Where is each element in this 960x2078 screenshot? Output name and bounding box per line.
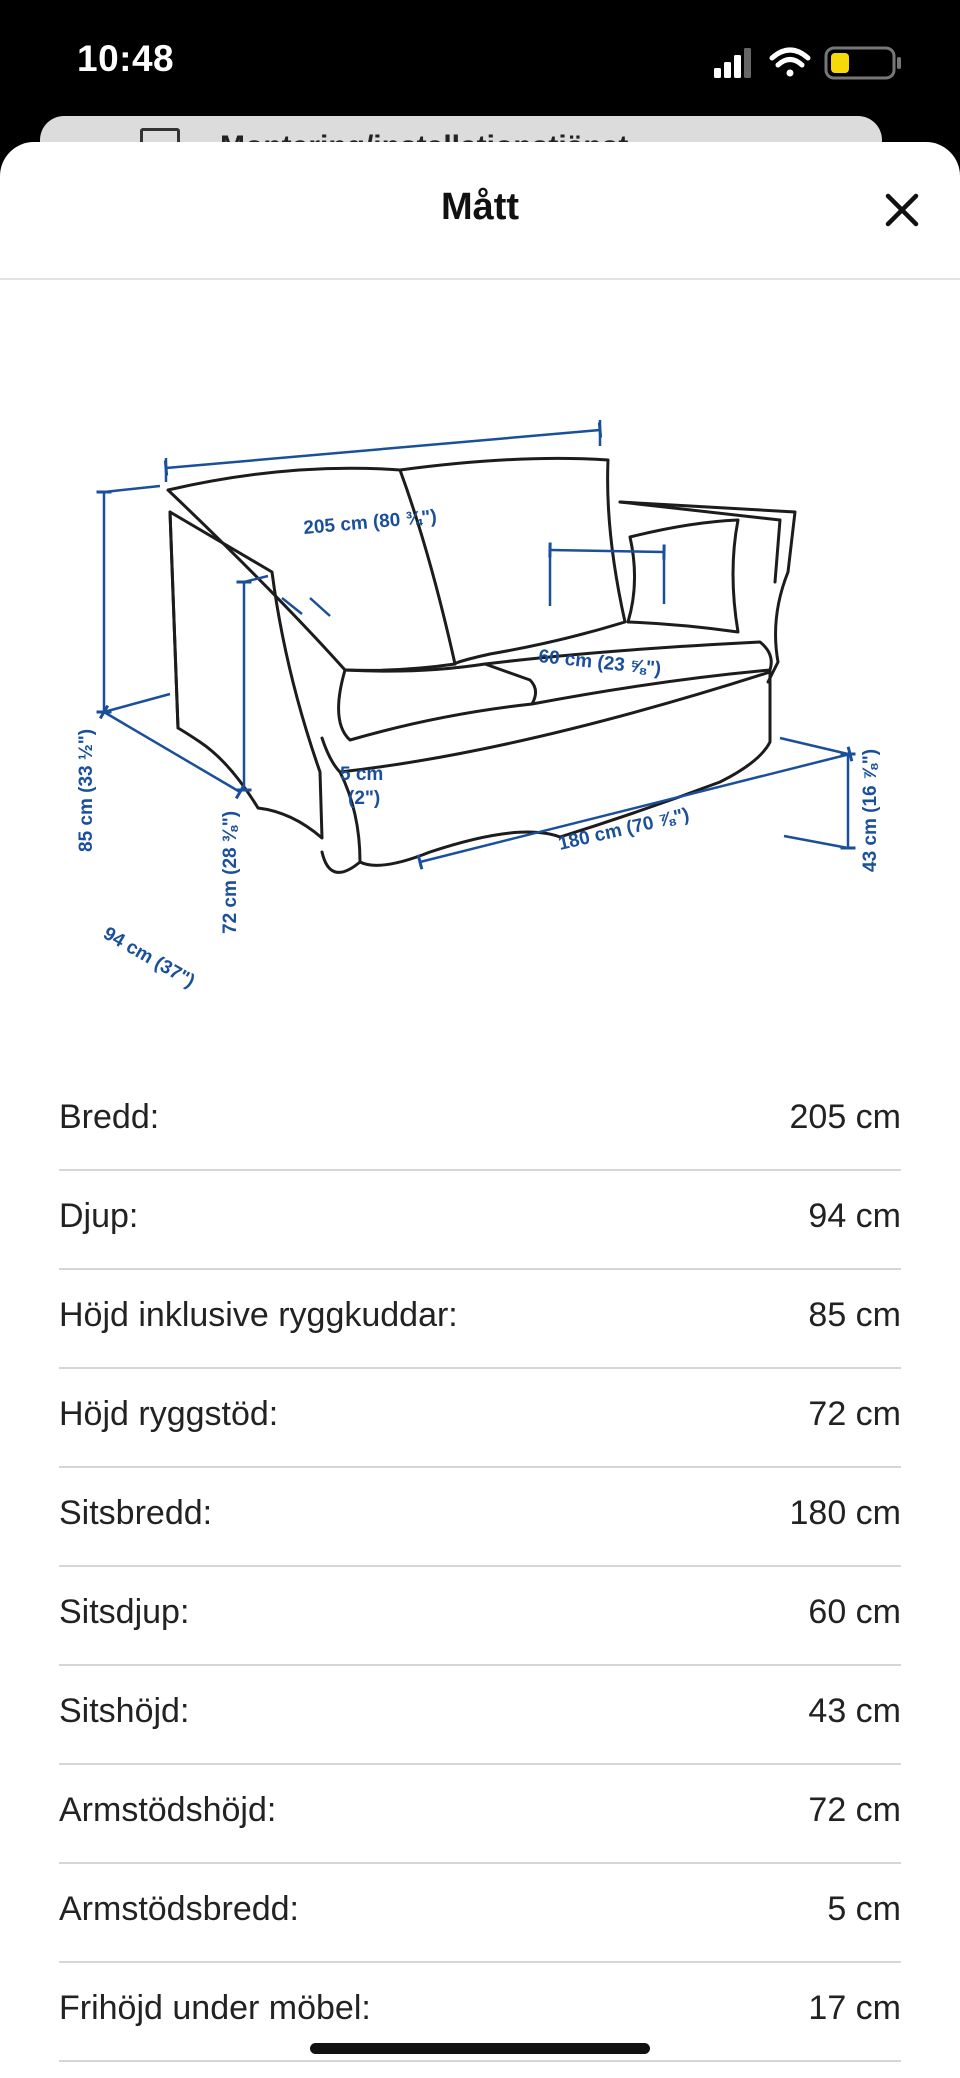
spec-label: Bredd: [59, 1098, 160, 1136]
spec-value: 60 cm [808, 1593, 901, 1631]
label-arm-width-in: (2") [348, 788, 381, 809]
label-arm-width-cm: 5 cm [340, 764, 384, 785]
status-bar [0, 0, 960, 120]
wifi-icon [772, 50, 808, 77]
status-icons [714, 44, 914, 80]
close-button[interactable] [870, 178, 934, 242]
label-seat-height: 43 cm (16 ⅞") [860, 748, 881, 872]
label-height-total: 85 cm (33 ½") [76, 728, 97, 852]
spec-row [59, 1369, 901, 1468]
spec-value: 5 cm [827, 1890, 901, 1928]
label-depth: 94 cm (37") [99, 923, 199, 993]
sofa-dimension-drawing [0, 342, 960, 1042]
spec-row [59, 1072, 901, 1171]
spec-row [59, 1468, 901, 1567]
spec-label: Armstödshöjd: [59, 1791, 277, 1829]
spec-row [59, 1666, 901, 1765]
spec-label: Djup: [59, 1197, 139, 1235]
home-indicator[interactable] [310, 2043, 650, 2054]
spec-label: Höjd ryggstöd: [59, 1395, 279, 1433]
spec-value: 72 cm [808, 1791, 901, 1829]
label-seat-depth: 60 cm (23 ⅝") [537, 646, 663, 680]
signal-icon [714, 48, 751, 78]
spec-row [59, 1171, 901, 1270]
sheet-header [0, 142, 960, 280]
label-width-total: 205 cm (80 ¾") [302, 506, 438, 539]
sofa-outline [168, 458, 795, 872]
spec-value: 43 cm [808, 1692, 901, 1730]
spec-label: Sitsdjup: [59, 1593, 190, 1631]
label-back-height: 72 cm (28 ⅜") [220, 810, 241, 934]
close-icon [870, 178, 934, 242]
spec-value: 17 cm [808, 1989, 901, 2027]
spec-value: 85 cm [808, 1296, 901, 1334]
spec-label: Frihöjd under möbel: [59, 1989, 371, 2027]
spec-label: Höjd inklusive ryggkuddar: [59, 1296, 458, 1334]
spec-row [59, 1270, 901, 1369]
spec-label: Armstödsbredd: [59, 1890, 299, 1928]
spec-row [59, 1765, 901, 1864]
battery-icon [826, 48, 901, 78]
sheet-title: Mått [440, 186, 520, 228]
spec-row [59, 1864, 901, 1963]
spec-value: 180 cm [789, 1494, 901, 1532]
status-time: 10:48 [77, 38, 175, 79]
dimension-lines [104, 420, 850, 862]
spec-value: 94 cm [808, 1197, 901, 1235]
spec-value: 72 cm [808, 1395, 901, 1433]
dimension-spec-list [59, 1072, 901, 2062]
spec-row [59, 1567, 901, 1666]
spec-label: Sitshöjd: [59, 1692, 190, 1730]
spec-label: Sitsbredd: [59, 1494, 213, 1532]
dimensions-sheet [0, 142, 960, 2078]
spec-value: 205 cm [789, 1098, 901, 1136]
label-seat-width: 180 cm (70 ⅞") [556, 804, 692, 855]
